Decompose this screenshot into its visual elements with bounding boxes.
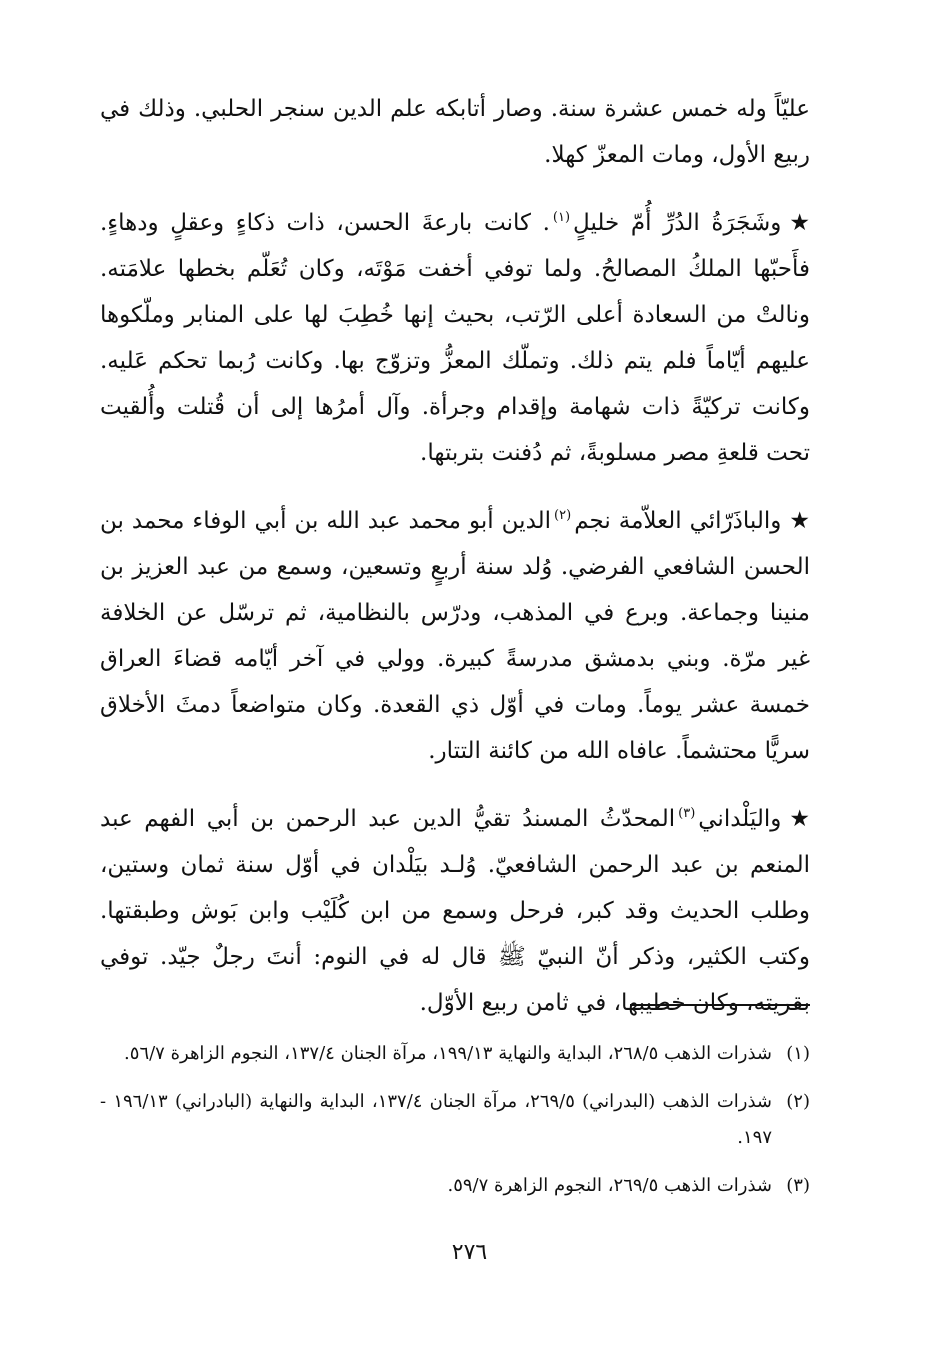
star-icon: ★ [789,210,810,236]
footnote [100,1084,810,1156]
page-number: ٢٧٦ [451,1240,488,1265]
paragraph-heading-text: والباذَرّائي العلاّمة نجم [574,508,782,534]
footnote-number: (٣) [786,1175,810,1196]
paragraph-text: المحدّثُ المسندُ تقيُّ الدين عبد الرحمن بن أبي الفهم عبد المنعم بن عبد الرحمن الشافعيّ. وُلـد بيَلْدان في أوّل سنة ثمان وستين، وطلب الحديث وقد كبر، فرحل وسمع من ابن كُلَيْب وابن بَوش وطبقتها. وكتب الكثير، وذكر أنّ النبيّ ﷺ قال له في النوم: أنتَ رجلٌ جيّد. توفي بقريته، وكان خطيبها، في ثامن ربيع الأوّل. [100,806,810,1016]
paragraph-badhara-i [100,498,810,774]
footnote-ref[interactable]: (٢) [554,508,572,524]
footnote-text: شذرات الذهب (البدراني) ٢٦٩/٥، مرآة الجنان ١٣٧/٤، البداية والنهاية (البادراني) ١٩٦/١٣ - ١٩٧. [100,1091,772,1148]
star-icon: ★ [789,806,810,832]
footnotes [100,1036,810,1216]
footnote-divider [630,1004,810,1006]
paragraph-continuation [100,86,810,178]
footnote-text: شذرات الذهب ٢٦٩/٥، النجوم الزاهرة ٥٩/٧. [447,1175,772,1196]
paragraph-text: . كانت بارعةَ الحسن، ذات ذكاءٍ وعقلٍ ودهاءٍ. فأَحبّها الملكُ المصالحُ. ولما توفي أخفت مَوْتَه، وكان تُعَلّم بخطها علامَته. ونالتْ من السعادة أعلى الرّتب، بحيث إنها خُطِبَ لها على المنابر وملّكوها عليهم أيّاماً فلم يتم ذلك. وتملّك المعزُّ وتزوّج بها. وكانت رُبما تحكم عَليه. وكانت تركيّةً ذات شهامة وإقدام وجرأة. وآل أمرُها إلى أن قُتلت وأُلقيت تحت قلعةِ مصر مسلوبةً، ثم دُفنت بتربتها. [100,210,810,466]
footnote-ref[interactable]: (٣) [678,806,696,822]
paragraph-heading-text: واليَلْداني [698,806,782,832]
paragraph-heading-text: وشَجَرَةُ الدُرِّ أُمّ خليلٍ [573,210,782,236]
paragraph-shajarat-al-durr [100,200,810,476]
paragraph-yaldani [100,796,810,1026]
paragraph-text: الدين أبو محمد عبد الله بن أبي الوفاء محمد بن الحسن الشافعي الفرضي. وُلد سنة أربعٍ وتسعين، وسمع من عبد العزيز بن منينا وجماعة. وبرع في المذهب، ودرّس بالنظامية، ثم ترسّل عن الخلافة غير مرّة. وبني بدمشق مدرسةً كبيرة. وولي في آخر أيّامه قضاءَ العراق خمسة عشر يوماً. ومات في أوّل ذي القعدة. وكان متواضعاً دمثَ الأخلاق سريًّا محتشماً. عافاه الله من كائنة التتار. [100,508,810,764]
paragraph-text: عليّاً وله خمس عشرة سنة. وصار أتابكه علم الدين سنجر الحلبي. وذلك في ربيع الأول، ومات المعزّ كهلا. [100,96,810,168]
footnote [100,1168,810,1204]
star-icon: ★ [789,508,810,534]
main-text [100,86,810,1048]
footnote-text: شذرات الذهب ٢٦٨/٥، البداية والنهاية ١٩٩/١٣، مرآة الجنان ١٣٧/٤، النجوم الزاهرة ٥٦/٧. [124,1043,772,1064]
footnote-number: (١) [786,1043,810,1064]
footnote [100,1036,810,1072]
footnote-number: (٢) [786,1091,810,1112]
footnote-ref[interactable]: (١) [552,210,571,226]
